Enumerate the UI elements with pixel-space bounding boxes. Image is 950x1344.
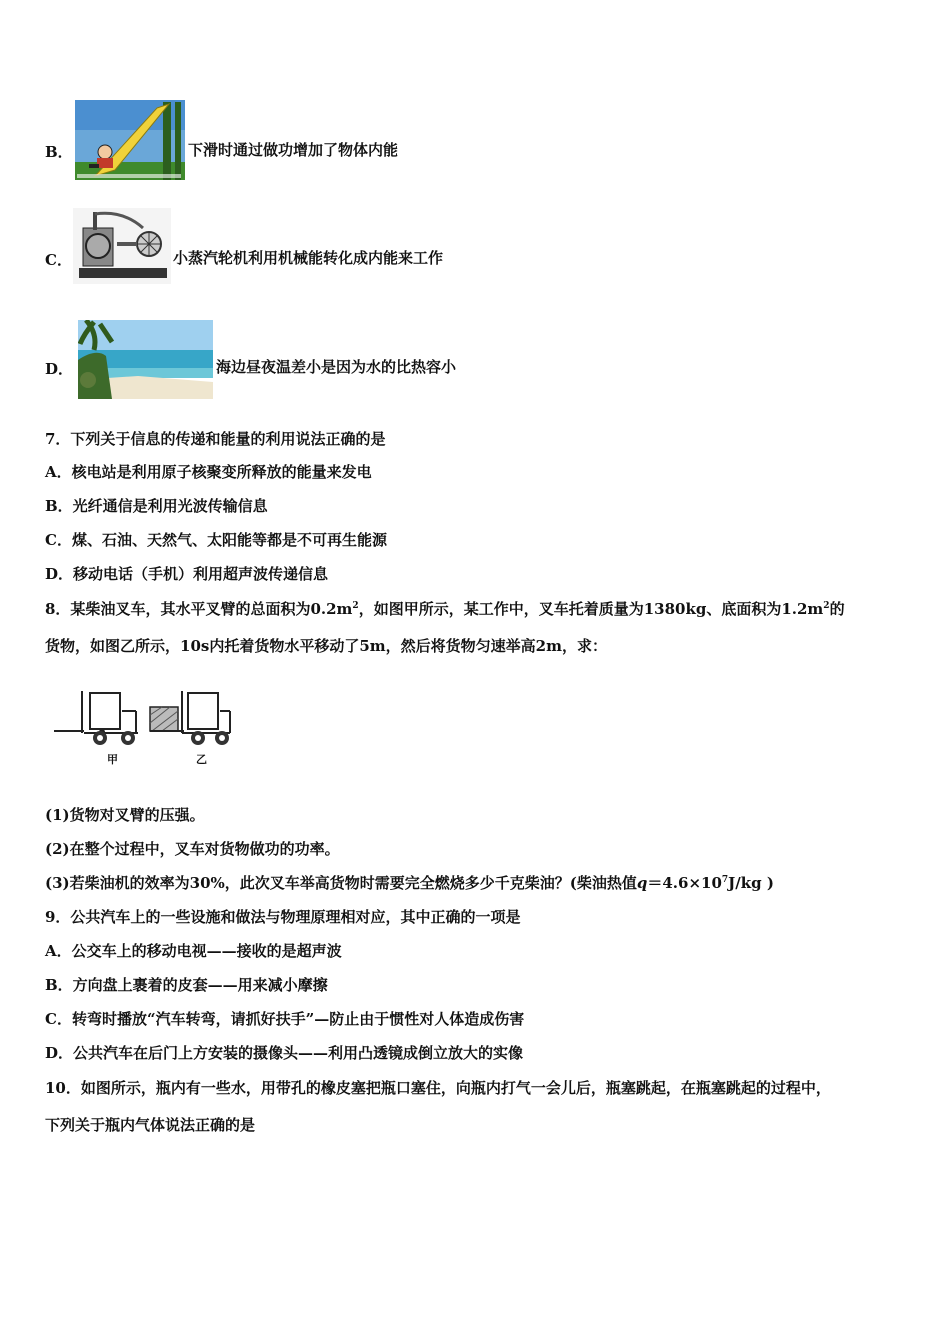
q9-option-b: B．方向盘上裹着的皮套——用来减小摩擦 — [45, 976, 328, 994]
q8-sub3-a: (3)若柴油机的效率为30%，此次叉车举高货物时需要完全燃烧多少千克柴油？(柴油热值 — [45, 874, 637, 892]
q8-stem-line2: 货物，如图乙所示，10s内托着货物水平移动了5m，然后将货物匀速举高2m，求： — [45, 637, 607, 655]
q8-sub3 — [45, 873, 774, 893]
q9-option-c: C．转弯时播放“汽车转弯，请抓好扶手”—防止由于惯性对人体造成伤害 — [45, 1010, 525, 1028]
q7-stem: 7．下列关于信息的传递和能量的利用说法正确的是 — [45, 430, 386, 448]
option-d-label: D． — [45, 360, 74, 378]
figure-label-jia: 甲 — [107, 753, 118, 766]
q9-option-a: A．公交车上的移动电视——接收的是超声波 — [45, 942, 342, 960]
q7-option-d: D．移动电话（手机）利用超声波传递信息 — [45, 565, 329, 583]
q8-sub3-c: J/kg ) — [728, 874, 774, 892]
slide-illustration — [75, 100, 185, 180]
figure-label-yi: 乙 — [196, 753, 207, 766]
q8-line1-b: ，如图甲所示，某工作中，叉车托着质量为1380kg、底面积为1.2m — [358, 600, 824, 618]
q7-option-a: A．核电站是利用原子核聚变所释放的能量来发电 — [45, 463, 372, 481]
q9-stem: 9．公共汽车上的一些设施和做法与物理原理相对应，其中正确的一项是 — [45, 908, 521, 926]
q8-sup1: 2 — [352, 601, 359, 611]
q9-option-d: D．公共汽车在后门上方安装的摄像头——利用凸透镜成倒立放大的实像 — [45, 1044, 524, 1062]
q8-sub1: (1)货物对叉臂的压强。 — [45, 806, 205, 824]
q10-stem-line2: 下列关于瓶内气体说法正确的是 — [45, 1116, 256, 1134]
q8-stem-line1 — [45, 599, 845, 619]
option-c-text: 小蒸汽轮机利用机械能转化成内能来工作 — [173, 249, 444, 267]
q7-option-c: C．煤、石油、天然气、太阳能等都是不可再生能源 — [45, 531, 387, 549]
beach-illustration — [78, 320, 213, 399]
q8-line1-a: 8．某柴油叉车，其水平叉臂的总面积为0.2m — [45, 600, 353, 618]
option-b-label: B． — [45, 143, 73, 161]
option-b-text: 下滑时通过做功增加了物体内能 — [188, 141, 399, 159]
q8-sub3-b: ＝4.6×10 — [647, 874, 722, 892]
q8-sub3-sup: 7 — [721, 875, 729, 885]
forklift-figure — [52, 685, 232, 770]
option-c-label: C． — [45, 251, 72, 269]
q8-line1-c: 的 — [829, 600, 845, 618]
steam-turbine-illustration — [73, 208, 171, 284]
q8-sup2: 2 — [823, 601, 830, 611]
option-d-text: 海边昼夜温差小是因为水的比热容小 — [216, 358, 457, 376]
q10-stem-line1: 10．如图所示，瓶内有一些水，用带孔的橡皮塞把瓶口塞住，向瓶内打气一会儿后，瓶塞跳起，在瓶塞跳起的过程中， — [45, 1079, 831, 1097]
q8-sub3-q: q — [636, 874, 648, 892]
q7-option-b: B．光纤通信是利用光波传输信息 — [45, 497, 268, 515]
q8-sub2: (2)在整个过程中，叉车对货物做功的功率。 — [45, 840, 340, 858]
